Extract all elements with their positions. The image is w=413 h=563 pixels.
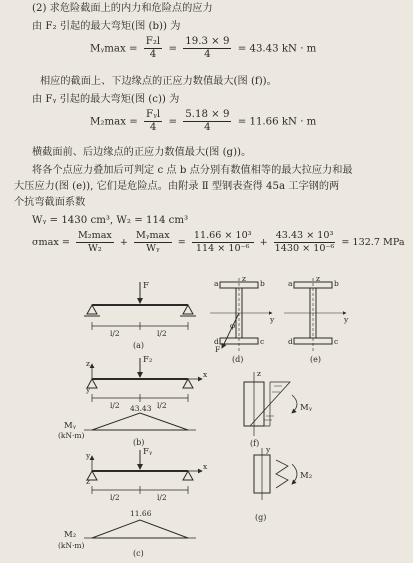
fig-a-half1: l/2 [110,329,120,338]
eq3-frac-d-num: 43.43 × 10³ [275,230,334,241]
eq2-frac2-num: 5.18 × 9 [185,109,230,120]
fig-e-y: y [344,315,349,324]
fig-e-caption: (e) [310,355,321,364]
eq2-frac1-num: Fᵧl [146,109,161,120]
eq3-lhs: σmax = [32,237,70,248]
fig-b-half1: l/2 [110,401,120,410]
fig-c-moment-diagram [92,520,188,538]
eq3-frac-a-den: W₂ [88,243,102,254]
fig-e-c: c [334,337,339,346]
fig-b-force-label: F₂ [143,355,153,365]
fig-c-y-label: y [86,451,91,460]
fig-a-half2: l/2 [157,329,167,338]
fig-b-caption: (b) [133,438,145,447]
eq3-result: = 132.7 MPa [341,237,405,248]
eq1-lhs: Mᵧmax = [90,43,138,55]
eq1-frac1-num: F₂l [145,36,161,47]
section-heading: (2) 求危险截面上的内力和危险点的应力 [32,3,213,14]
fig-d-b: b [260,279,265,288]
fig-a-caption: (a) [133,341,145,350]
eq3-plus2: + [259,237,268,248]
fig-d-caption: (d) [232,355,244,364]
figure-b [84,358,202,430]
text-line-10: 个抗弯截面系数 [14,197,86,208]
fig-c-half2: l/2 [157,493,167,502]
fig-d-z: z [242,274,246,283]
fig-e-d: d [288,337,293,346]
fig-c-unit: (kN·m) [58,541,85,550]
fig-c-force-label: Fᵧ [143,447,153,457]
fig-a-force-label: F [143,281,149,291]
fig-d-c: c [260,337,265,346]
eq1-frac2-num: 19.3 × 9 [185,36,230,47]
fig-d-d: d [214,337,219,346]
fig-b-moment-label: Mᵧ [64,421,76,431]
text-line-5: 由 Fᵧ 引起的最大弯矩(图 (c)) 为 [32,94,180,105]
eq2-frac2-den: 4 [204,122,211,133]
fig-b-z-label: z [86,359,90,368]
fig-b-y-label: y [86,385,91,394]
fig-g-caption: (g) [255,513,267,522]
fig-e-b: b [334,279,339,288]
eq1-frac1-den: 4 [149,49,157,60]
fig-c-x-label: x [203,462,208,471]
fig-a-pin-support [87,305,97,314]
fig-b-peak: 43.43 [130,404,152,413]
eq1-result: = 43.43 kN · m [237,43,317,55]
fig-a-roller-support [183,305,193,314]
fig-c-caption: (c) [133,549,144,558]
fig-f-z: z [257,369,261,378]
eq3-plus: + [119,237,128,248]
eq2-result: = 11.66 kN · m [237,116,317,128]
eq2-lhs: M₂max = [90,116,138,128]
text-line-4: 相应的截面上、下边缘点的正应力数值最大(图 (f))。 [40,76,277,87]
fig-b-unit: (kN·m) [58,431,85,440]
fig-d-F: F [215,345,221,354]
section-modulus-line: Wᵧ = 1430 cm³, W₂ = 114 cm³ [32,215,189,226]
eq2-frac1-den: 4 [149,122,157,133]
eq1-eq: = [168,43,177,55]
figure-c [84,450,202,538]
fig-c-z-label: z [86,477,90,486]
eq2-eq: = [168,116,177,128]
text-line-2: 由 F₂ 引起的最大弯矩(图 (b)) 为 [32,21,181,32]
figure-a [84,282,196,330]
eq1-frac2-den: 4 [204,49,211,60]
fig-g-moment: M₂ [300,471,313,481]
text-line-9: 大压应力(图 (e)), 它们是危险点。由附录 Ⅱ 型钢表查得 45a 工字钢的两 [14,181,340,192]
fig-d-phi: φ [230,321,236,330]
figure-g [254,448,297,500]
eq3-eq: = [177,237,186,248]
fig-c-moment-label: M₂ [64,530,77,540]
figure-f [244,372,297,436]
fig-b-half2: l/2 [157,401,167,410]
fig-b-moment-diagram [92,413,188,430]
eq3-frac-a-num: M₂max [77,230,112,241]
fig-f-caption: (f) [250,439,260,448]
eq3-frac-c-den: 114 × 10⁻⁶ [195,243,250,254]
fig-c-half1: l/2 [110,493,120,502]
eq3-frac-c-num: 11.66 × 10³ [193,230,252,241]
eq3-frac-b-num: Mᵧmax [136,230,170,241]
fig-f-moment: Mᵧ [300,403,312,413]
fig-g-y: y [266,445,271,454]
fig-b-x-label: x [203,370,208,379]
eq3-frac-b-den: Wᵧ [146,243,160,254]
fig-e-a: a [288,279,293,288]
eq3-frac-d-den: 1430 × 10⁻⁶ [274,243,335,254]
fig-d-y: y [270,315,275,324]
text-line-8: 将各个点应力叠加后可判定 c 点 b 点分别有数值相等的最大拉应力和最 [32,165,353,176]
text-line-7: 横截面前、后边缘点的正应力数值最大(图 (g))。 [32,147,252,158]
fig-c-peak: 11.66 [130,509,152,518]
fig-g-stress [276,460,288,488]
fig-e-z: z [316,274,320,283]
fig-d-a: a [214,279,219,288]
